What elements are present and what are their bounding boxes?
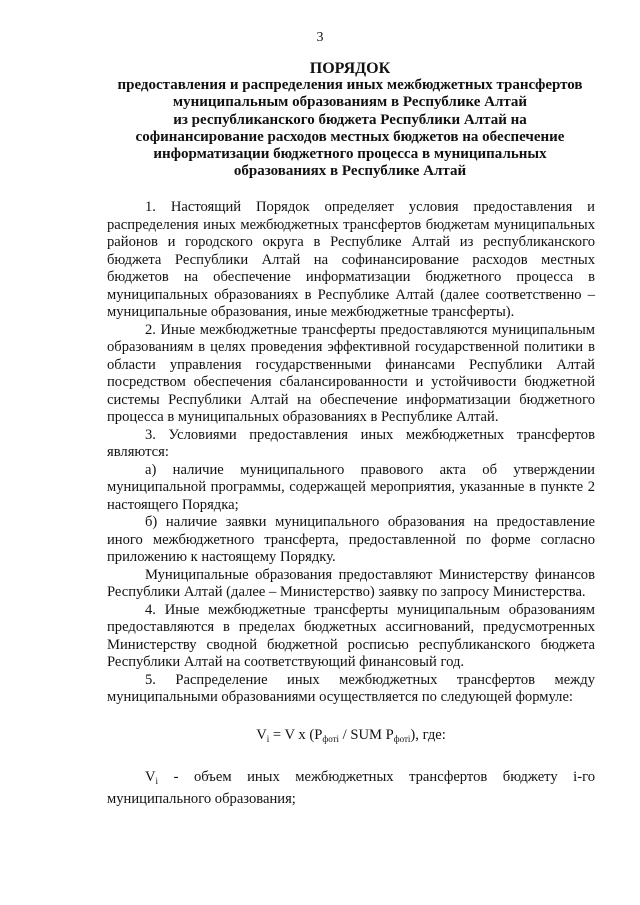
formula-lhs: V <box>256 726 267 743</box>
definition-symbol: V <box>145 769 156 785</box>
title-line: предоставления и распределения иных межбюджетных трансфертов <box>117 77 583 94</box>
definition-symbol-sub: i <box>155 776 159 786</box>
title-line: софинансирование расходов местных бюджетов на обеспечение <box>135 128 565 145</box>
formula-mid: / SUM P <box>339 726 394 743</box>
paragraph-3: 3. Условиями предоставления иных межбюджетных трансфертов являются: <box>107 426 595 460</box>
title-line: образованиях в Республике Алтай <box>233 163 467 180</box>
title-line: из республиканского бюджета Республики Алтай на <box>173 111 527 128</box>
paragraph-3b: б) наличие заявки муниципального образования на предоставление иного межбюджетного трансферта, предоставленной по форме согласно приложению к настоящему Порядку. <box>107 514 595 565</box>
paragraph-4: 4. Иные межбюджетные трансферты муниципальным образованиям предоставляются в пределах бюджетных ассигнований, предусмотренных Министерству сводной бюджетной росписью республиканского бюджета Республики Алтай на соответствующий финансовый год. <box>107 601 595 670</box>
definition-text: - объем иных межбюджетных трансфертов бюджету i-го муниципального образования; <box>107 769 595 807</box>
title-line: информатизации бюджетного процесса в муниципальных <box>153 146 547 163</box>
paragraph-5: 5. Распределение иных межбюджетных трансфертов между муниципальными образованиями осуществляется по следующей формуле: <box>107 671 595 705</box>
paragraph-3c: Муниципальные образования предоставляют Министерству финансов Республики Алтай (далее – Министерство) заявку по запросу Министерства. <box>107 566 595 600</box>
formula-sub1: фотi <box>322 733 340 744</box>
definition-vi <box>107 769 595 808</box>
formula-tail: ), где: <box>410 726 446 743</box>
formula-lhs-sub: i <box>266 733 270 744</box>
paragraph-2: 2. Иные межбюджетные трансферты предоставляются муниципальным образованиям в целях проведения эффективной государственной политики в области управления государственными финансами Республики Алтай посредством обеспечения сбалансированности и устойчивости бюджетной системы Республики Алтай на обеспечение информатизации бюджетного процесса в муниципальных образованиях в Республике Алтай. <box>107 321 595 425</box>
formula-eq: = V x (P <box>269 726 323 743</box>
formula-sub2: фотi <box>393 733 411 744</box>
title-line: муниципальным образованиям в Республике Алтай <box>172 94 528 111</box>
document-body <box>107 199 595 808</box>
title-heading: ПОРЯДОК <box>309 60 391 77</box>
paragraph-1: 1. Настоящий Порядок определяет условия предоставления и распределения иных межбюджетных трансфертов бюджетам муниципальных районов и городского округа в Республике Алтай из республиканского бюджета Республики Алтай на софинансирование расходов местных бюджетов на обеспечение информатизации бюджетного процесса в муниципальных образованиях в Республике Алтай (далее соответственно – муниципальные образования, иные межбюджетные трансферты). <box>107 199 595 320</box>
paragraph-3a: а) наличие муниципального правового акта об утверждении муниципальной программы, содержащей мероприятия, указанные в пункте 2 настоящего Порядка; <box>107 461 595 513</box>
distribution-formula <box>107 727 595 749</box>
page-number: 3 <box>316 30 324 45</box>
document-title <box>100 60 600 180</box>
